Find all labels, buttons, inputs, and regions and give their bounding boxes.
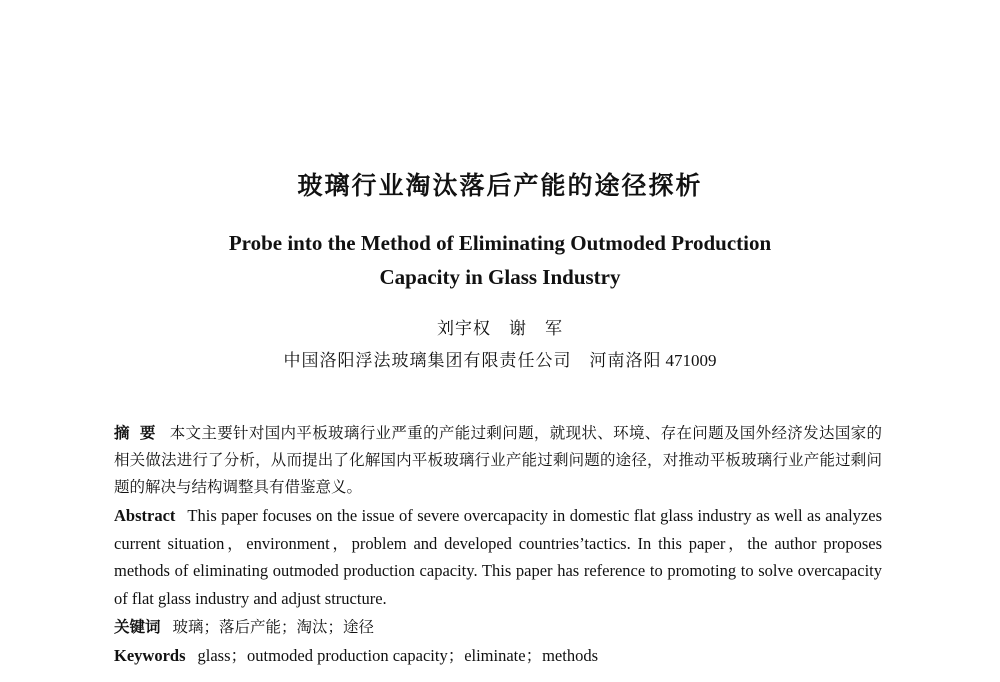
affiliation	[0, 348, 1000, 374]
affiliation-name: 中国洛阳浮法玻璃集团有限责任公司 河南洛阳	[283, 351, 662, 371]
keywords-chinese-label: 关键词	[114, 618, 161, 636]
abstract-chinese-text: 本文主要针对国内平板玻璃行业严重的产能过剩问题，就现状、环境、存在问题及国外经济发达国家的相关做法进行了分析，从而提出了化解国内平板玻璃行业产能过剩问题的途径，对推动平板玻璃行业产能过剩问题的解决与结构调整具有借鉴意义。	[114, 424, 882, 496]
title-english-line-2: Capacity in Glass Industry	[379, 265, 621, 289]
abstract-chinese-label: 摘要	[114, 424, 166, 442]
postal-code: 471009	[665, 351, 717, 370]
keywords-chinese-text: 玻璃；落后产能；淘汰；途径	[172, 618, 375, 636]
abstract-english-label: Abstract	[114, 506, 176, 525]
title-chinese: 玻璃行业淘汰落后产能的途径探析	[297, 171, 703, 200]
abstract-english	[114, 502, 882, 612]
keywords-english-text: glass；outmoded production capacity；eliminate；methods	[197, 646, 598, 665]
authors: 刘宇权 谢 军	[437, 319, 563, 339]
keywords-chinese	[114, 614, 882, 641]
keywords-english	[114, 642, 882, 669]
abstract-english-text: This paper focuses on the issue of severe overcapacity in domestic flat glass industry as well as analyzes current situation，environment，problem and developed countries’tactics. In this paper，the author proposes methods of eliminating outmoded production capacity. This paper has reference to promoting to solve overcapacity of flat glass industry and adjust structure.	[114, 506, 882, 608]
abstract-chinese	[114, 420, 882, 501]
title-english-line-1: Probe into the Method of Eliminating Outmoded Production	[228, 231, 772, 255]
title-english	[0, 226, 1000, 294]
keywords-english-label: Keywords	[114, 646, 186, 665]
